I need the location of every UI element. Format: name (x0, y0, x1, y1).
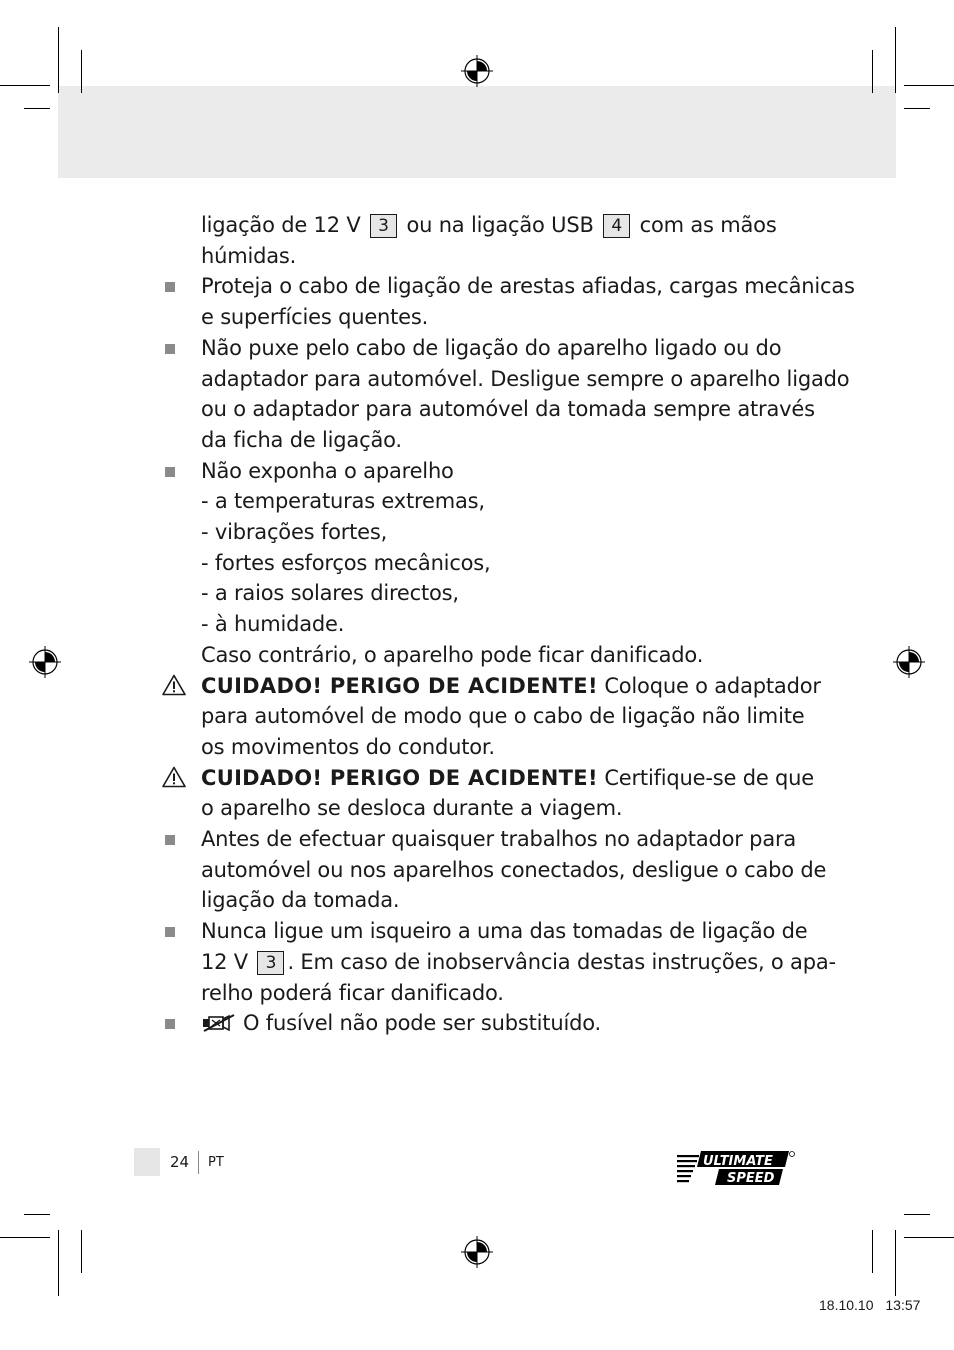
text-segment: ligação da tomada. (201, 888, 400, 913)
print-timestamp: 18.10.10 13:57 (819, 1297, 921, 1313)
text-line (160, 302, 800, 333)
text-line (160, 640, 800, 671)
text-line (160, 517, 800, 548)
text-segment: Certifique-se de que (604, 765, 814, 790)
crop-mark (872, 1230, 873, 1273)
text-segment: da ficha de ligação. (201, 427, 402, 452)
text-line (160, 671, 821, 702)
text-line (160, 916, 808, 947)
crop-mark (58, 1230, 59, 1296)
text-segment: - a raios solares directos, (201, 581, 459, 606)
language-code: PT (208, 1155, 224, 1170)
text-line (160, 947, 836, 978)
bullet-square-icon (165, 927, 175, 937)
registration-mark-icon (29, 646, 61, 678)
svg-text:SPEED: SPEED (727, 1171, 775, 1186)
text-segment: para automóvel de modo que o cabo de ligação não limite (201, 704, 805, 729)
text-line (160, 701, 805, 732)
text-segment: - vibrações fortes, (201, 520, 388, 545)
text-line (160, 548, 800, 579)
safety-instructions-text (160, 210, 855, 1039)
text-line (160, 364, 850, 395)
text-segment: - à humidade. (201, 612, 345, 637)
crop-mark (872, 50, 873, 93)
text-line (160, 609, 800, 640)
crop-mark (895, 27, 896, 93)
text-segment: os movimentos do condutor. (201, 734, 495, 759)
text-line (160, 486, 800, 517)
text-segment: Nunca ligue um isqueiro a uma das tomadas de ligação de (201, 919, 808, 944)
text-segment: adaptador para automóvel. Desligue sempre o aparelho ligado (201, 366, 850, 391)
text-line (160, 1008, 800, 1039)
text-line (160, 793, 800, 824)
text-line (160, 333, 800, 364)
text-line (160, 425, 800, 456)
svg-text:ULTIMATE: ULTIMATE (703, 1154, 773, 1169)
text-segment: Coloque o adaptador (604, 673, 821, 698)
warning-heading: CUIDADO! PERIGO DE ACIDENTE! (201, 765, 598, 790)
bullet-square-icon (165, 344, 175, 354)
warning-triangle-icon (162, 766, 186, 788)
registration-mark-icon (461, 55, 493, 87)
text-segment: ou o adaptador para automóvel da tomada sempre através (201, 397, 815, 422)
text-line (160, 456, 800, 487)
crop-mark (24, 108, 50, 109)
text-segment: Proteja o cabo de ligação de arestas afiadas, cargas mecânicas (201, 274, 855, 299)
text-line (160, 241, 800, 272)
text-segment: relho poderá ficar danificado. (201, 980, 504, 1005)
warning-triangle-icon (162, 674, 186, 696)
text-line (160, 271, 855, 302)
text-segment: Caso contrário, o aparelho pode ficar danificado. (201, 642, 704, 667)
crop-mark (904, 1214, 930, 1215)
text-line (160, 732, 800, 763)
text-segment: - fortes esforços mecânicos, (201, 550, 491, 575)
fuse-not-replaceable-icon (201, 1013, 237, 1033)
text-line (160, 394, 815, 425)
text-line (160, 763, 814, 794)
header-band (58, 86, 896, 178)
crop-mark (0, 1237, 50, 1238)
ultimate-speed-logo (677, 1149, 795, 1187)
registration-mark-icon (461, 1236, 493, 1268)
text-line (160, 578, 800, 609)
text-segment: e superfícies quentes. (201, 305, 429, 330)
text-segment: - a temperaturas extremas, (201, 489, 485, 514)
bullet-square-icon (165, 467, 175, 477)
crop-mark (904, 1237, 954, 1238)
registration-mark-icon (893, 646, 925, 678)
crop-mark (895, 1230, 896, 1296)
crop-mark (0, 85, 50, 86)
warning-heading: CUIDADO! PERIGO DE ACIDENTE! (201, 673, 598, 698)
footer-divider (198, 1151, 199, 1174)
crop-mark (81, 50, 82, 93)
bullet-square-icon (165, 282, 175, 292)
text-segment: ou na ligação USB (406, 213, 594, 237)
page-number: 24 (170, 1153, 190, 1171)
text-segment: o aparelho se desloca durante a viagem. (201, 796, 623, 821)
text-line (160, 978, 800, 1009)
crop-mark (58, 27, 59, 93)
text-segment: automóvel ou nos aparelhos conectados, desligue o cabo de (201, 857, 827, 882)
bullet-square-icon (165, 1019, 175, 1029)
crop-mark (904, 108, 930, 109)
text-segment: 12 V (201, 949, 248, 974)
text-segment: Não exponha o aparelho (201, 458, 454, 483)
text-segment: Antes de efectuar quaisquer trabalhos no adaptador para (201, 827, 797, 852)
bullet-square-icon (165, 835, 175, 845)
part-reference-box: 4 (603, 214, 630, 238)
text-segment: . Em caso de inobservância destas instruções, o apa- (287, 949, 836, 974)
text-line (160, 210, 800, 241)
crop-mark (24, 1214, 50, 1215)
crop-mark (904, 85, 954, 86)
part-reference-box: 3 (257, 951, 284, 975)
text-segment: Não puxe pelo cabo de ligação do aparelho ligado ou do (201, 335, 782, 360)
text-line (160, 855, 827, 886)
text-segment: O fusível não pode ser substituído. (243, 1011, 601, 1036)
text-segment: ligação de 12 V (201, 213, 361, 237)
part-reference-box: 3 (370, 214, 397, 238)
text-segment: húmidas. (201, 243, 297, 268)
text-segment: com as mãos (639, 213, 777, 237)
text-line (160, 824, 800, 855)
crop-mark (81, 1230, 82, 1273)
page-number-box (134, 1148, 160, 1176)
text-line (160, 885, 800, 916)
